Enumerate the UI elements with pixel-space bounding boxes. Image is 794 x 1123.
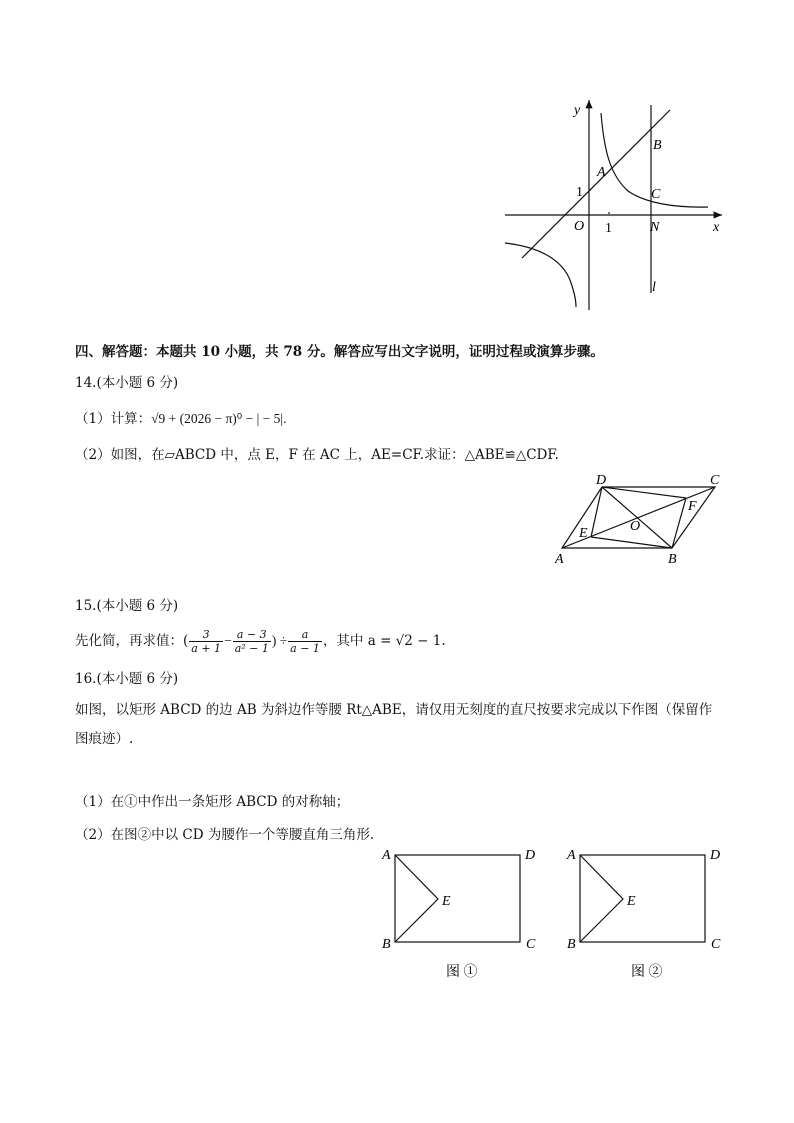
fig1-label-b: B xyxy=(382,937,391,952)
hyperbola-branch-left xyxy=(505,243,576,307)
label-point-b: B xyxy=(653,138,662,153)
label-one-x: 1 xyxy=(605,221,612,236)
tick-dot xyxy=(608,212,610,214)
q16-body-line1: 如图，以矩形 ABCD 的边 AB 为斜边作等腰 Rt△ABE，请仅用无刻度的直尺按要求完成以下作图（保留作 xyxy=(75,702,713,718)
para-label-a: A xyxy=(555,552,564,567)
coordinate-graph xyxy=(500,95,730,315)
fig2-label-a: A xyxy=(567,848,576,863)
fig1-label-c: C xyxy=(526,937,536,952)
q14-header: 14.(本小题 6 分) xyxy=(75,375,179,391)
q15-close-divide: ) ÷ xyxy=(271,633,288,648)
para-label-c: C xyxy=(710,473,720,488)
q14-part1-prefix: （1）计算： xyxy=(75,411,152,427)
fig1-label-a: A xyxy=(382,848,391,863)
rectangle-figure-2 xyxy=(565,843,725,983)
triangle-abe-2 xyxy=(580,855,623,942)
q15-prefix: 先化简，再求值：( xyxy=(75,633,189,649)
fig2-label-c: C xyxy=(711,937,721,952)
label-line-l: l xyxy=(652,280,656,295)
label-x: x xyxy=(713,220,720,235)
diagonal-bd xyxy=(602,487,672,548)
q14-part2: （2）如图，在▱ABCD 中，点 E，F 在 AC 上，AE=CF.求证：△ABE≌△CDF. xyxy=(75,447,559,463)
q15-fraction-1: $\frac{3}{a + 1}$ xyxy=(191,628,222,655)
fig2-label-b: B xyxy=(567,937,576,952)
q14-part1 xyxy=(75,410,286,428)
label-one-y: 1 xyxy=(576,185,583,200)
q16-part2: （2）在图②中以 CD 为腰作一个等腰直角三角形. xyxy=(75,827,375,843)
fig2-label-e: E xyxy=(627,894,636,909)
q16-part1: （1）在①中作出一条矩形 ABCD 的对称轴； xyxy=(75,794,350,810)
section-title: 四、解答题：本题共 10 小题，共 78 分。解答应写出文字说明，证明过程或演算步骤。 xyxy=(75,344,604,360)
q14-part1-expression: √9 + (2026 − π)⁰ − | − 5|. xyxy=(151,411,287,426)
para-label-d: D xyxy=(596,473,607,488)
para-label-f: F xyxy=(688,499,697,514)
q15-fraction-3: $\frac{a}{a - 1}$ xyxy=(290,628,320,655)
q16-body-line2: 图痕迹）. xyxy=(75,731,134,747)
label-point-c: C xyxy=(651,187,661,202)
segment-be xyxy=(591,537,672,548)
rectangle-abcd-2 xyxy=(580,855,705,942)
q15-header: 15.(本小题 6 分) xyxy=(75,598,179,614)
fig2-caption: 图 ② xyxy=(631,965,663,980)
label-y: y xyxy=(574,103,581,118)
triangle-abe-1 xyxy=(395,855,438,942)
para-label-b: B xyxy=(668,552,677,567)
fig1-label-d: D xyxy=(525,848,536,863)
q15-fraction-2: $\frac{a - 3}{\text{a² − 1}}$ xyxy=(234,628,269,655)
fig1-label-e: E xyxy=(442,894,451,909)
line-ab xyxy=(522,110,670,258)
label-origin: O xyxy=(574,219,585,234)
rectangle-abcd-1 xyxy=(395,855,520,942)
q15-suffix: ，其中 a = √2 − 1. xyxy=(322,633,446,649)
q16-header: 16.(本小题 6 分) xyxy=(75,671,179,687)
segment-bf xyxy=(672,498,686,548)
q15-minus: − xyxy=(224,633,232,648)
label-point-n: N xyxy=(650,220,660,235)
para-label-o: O xyxy=(630,519,641,534)
segment-df xyxy=(602,487,686,498)
fig1-caption: 图 ① xyxy=(446,965,478,980)
label-point-a: A xyxy=(597,165,606,180)
q15-expression xyxy=(75,624,446,658)
fig2-label-d: D xyxy=(710,848,721,863)
parallelogram-figure xyxy=(550,470,730,570)
rectangle-figure-1 xyxy=(380,843,540,983)
para-label-e: E xyxy=(579,526,588,541)
